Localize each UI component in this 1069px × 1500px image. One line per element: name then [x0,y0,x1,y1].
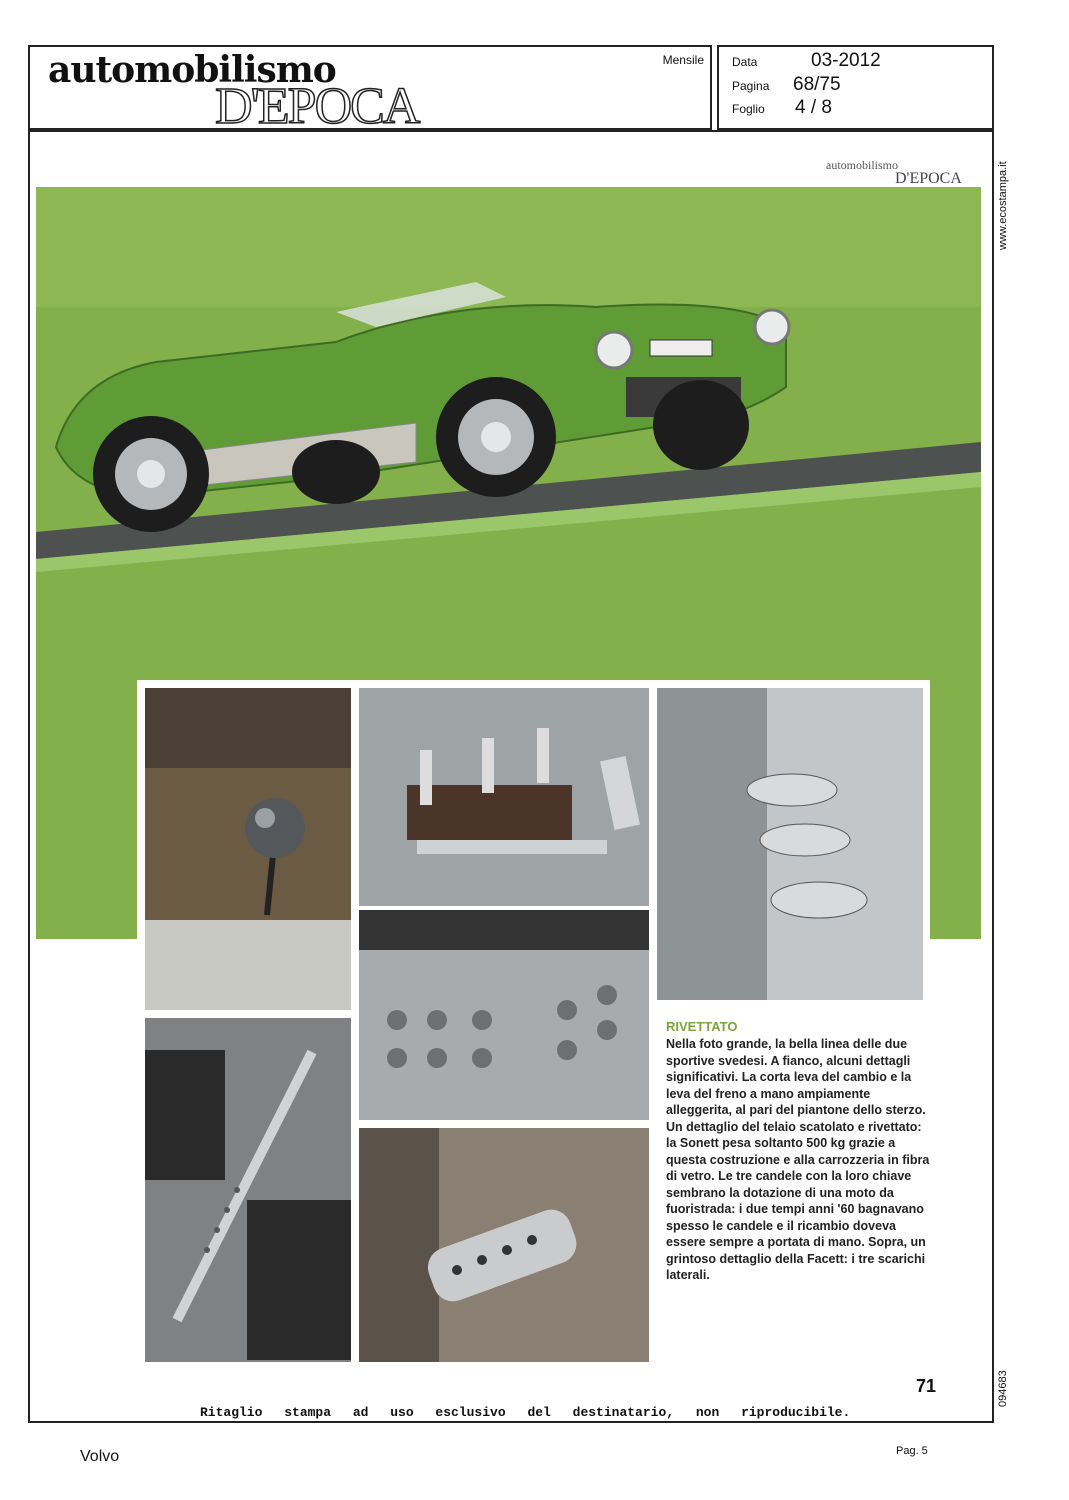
photo-gear-lever [145,688,351,1010]
side-code [994,1365,1016,1415]
small-logo-line1: automobilismo [826,158,898,172]
data-value: 03-2012 [811,50,881,71]
masthead [28,45,712,135]
foglio-value: 4 / 8 [795,97,832,118]
photo-spark-plugs [359,688,649,906]
wheel-rear-left [93,416,209,532]
photo-exhaust-pipes [657,688,923,1000]
ecostampa-url: www.ecostampa.it [997,161,1009,250]
page-number: 71 [916,1376,937,1396]
caption-title: RIVETTATO [666,1019,738,1034]
publication-logo-subtitle: D'EPOCA [215,78,419,135]
publication-logo: automobilismo [48,49,336,91]
caption-body: Nella foto grande, la bella linea delle due sportive svedesi. A fianco, alcuni dettagli significativi. La corta leva del cambio e la leva del freno a mano ampiamente alleggerita, al pari del piantone dello sterzo. Un dettaglio del telaio scatolato e rivettato: la Sonett pesa soltanto 500 kg grazie a questa costruzione e alla carrozzeria in fibra di vetro. Le tre candele con la loro chiave sembrano la dotazione di una moto da fuoristrada: i due tempi anni '60 bagnavano spesso le candele e il ricambio doveva essere sempre a portata di mano. Sopra, un grintoso dettaglio della Facett: i tre scarichi laterali. [666,1037,930,1282]
photo-steering-column [359,1128,649,1362]
reproduction-notice: Ritaglio stampa ad uso esclusivo del destinatario, non riproducibile. [200,1405,851,1420]
headlight-left [596,332,632,368]
foglio-label: Foglio [732,102,765,116]
photo-handbrake [145,1018,351,1362]
issue-metadata [717,45,994,130]
number-plate [650,340,712,356]
pagina-label: Pagina [732,79,770,93]
footer-page-label: Pag. 5 [896,1445,928,1457]
wheel-front-left [436,377,556,497]
frequency-label: Mensile [662,53,704,67]
footer-client-name: Volvo [80,1448,120,1465]
data-label: Data [732,55,758,69]
photo-riveted-frame [359,910,649,1120]
clipping-code: 094683 [997,1370,1009,1407]
pagina-value: 68/75 [793,74,841,95]
side-url [994,145,1016,255]
small-logo-line2: D'EPOCA [895,170,962,187]
wheel-front-right [653,380,749,470]
headlight-right [755,310,789,344]
wheel-rear-right [292,440,380,504]
